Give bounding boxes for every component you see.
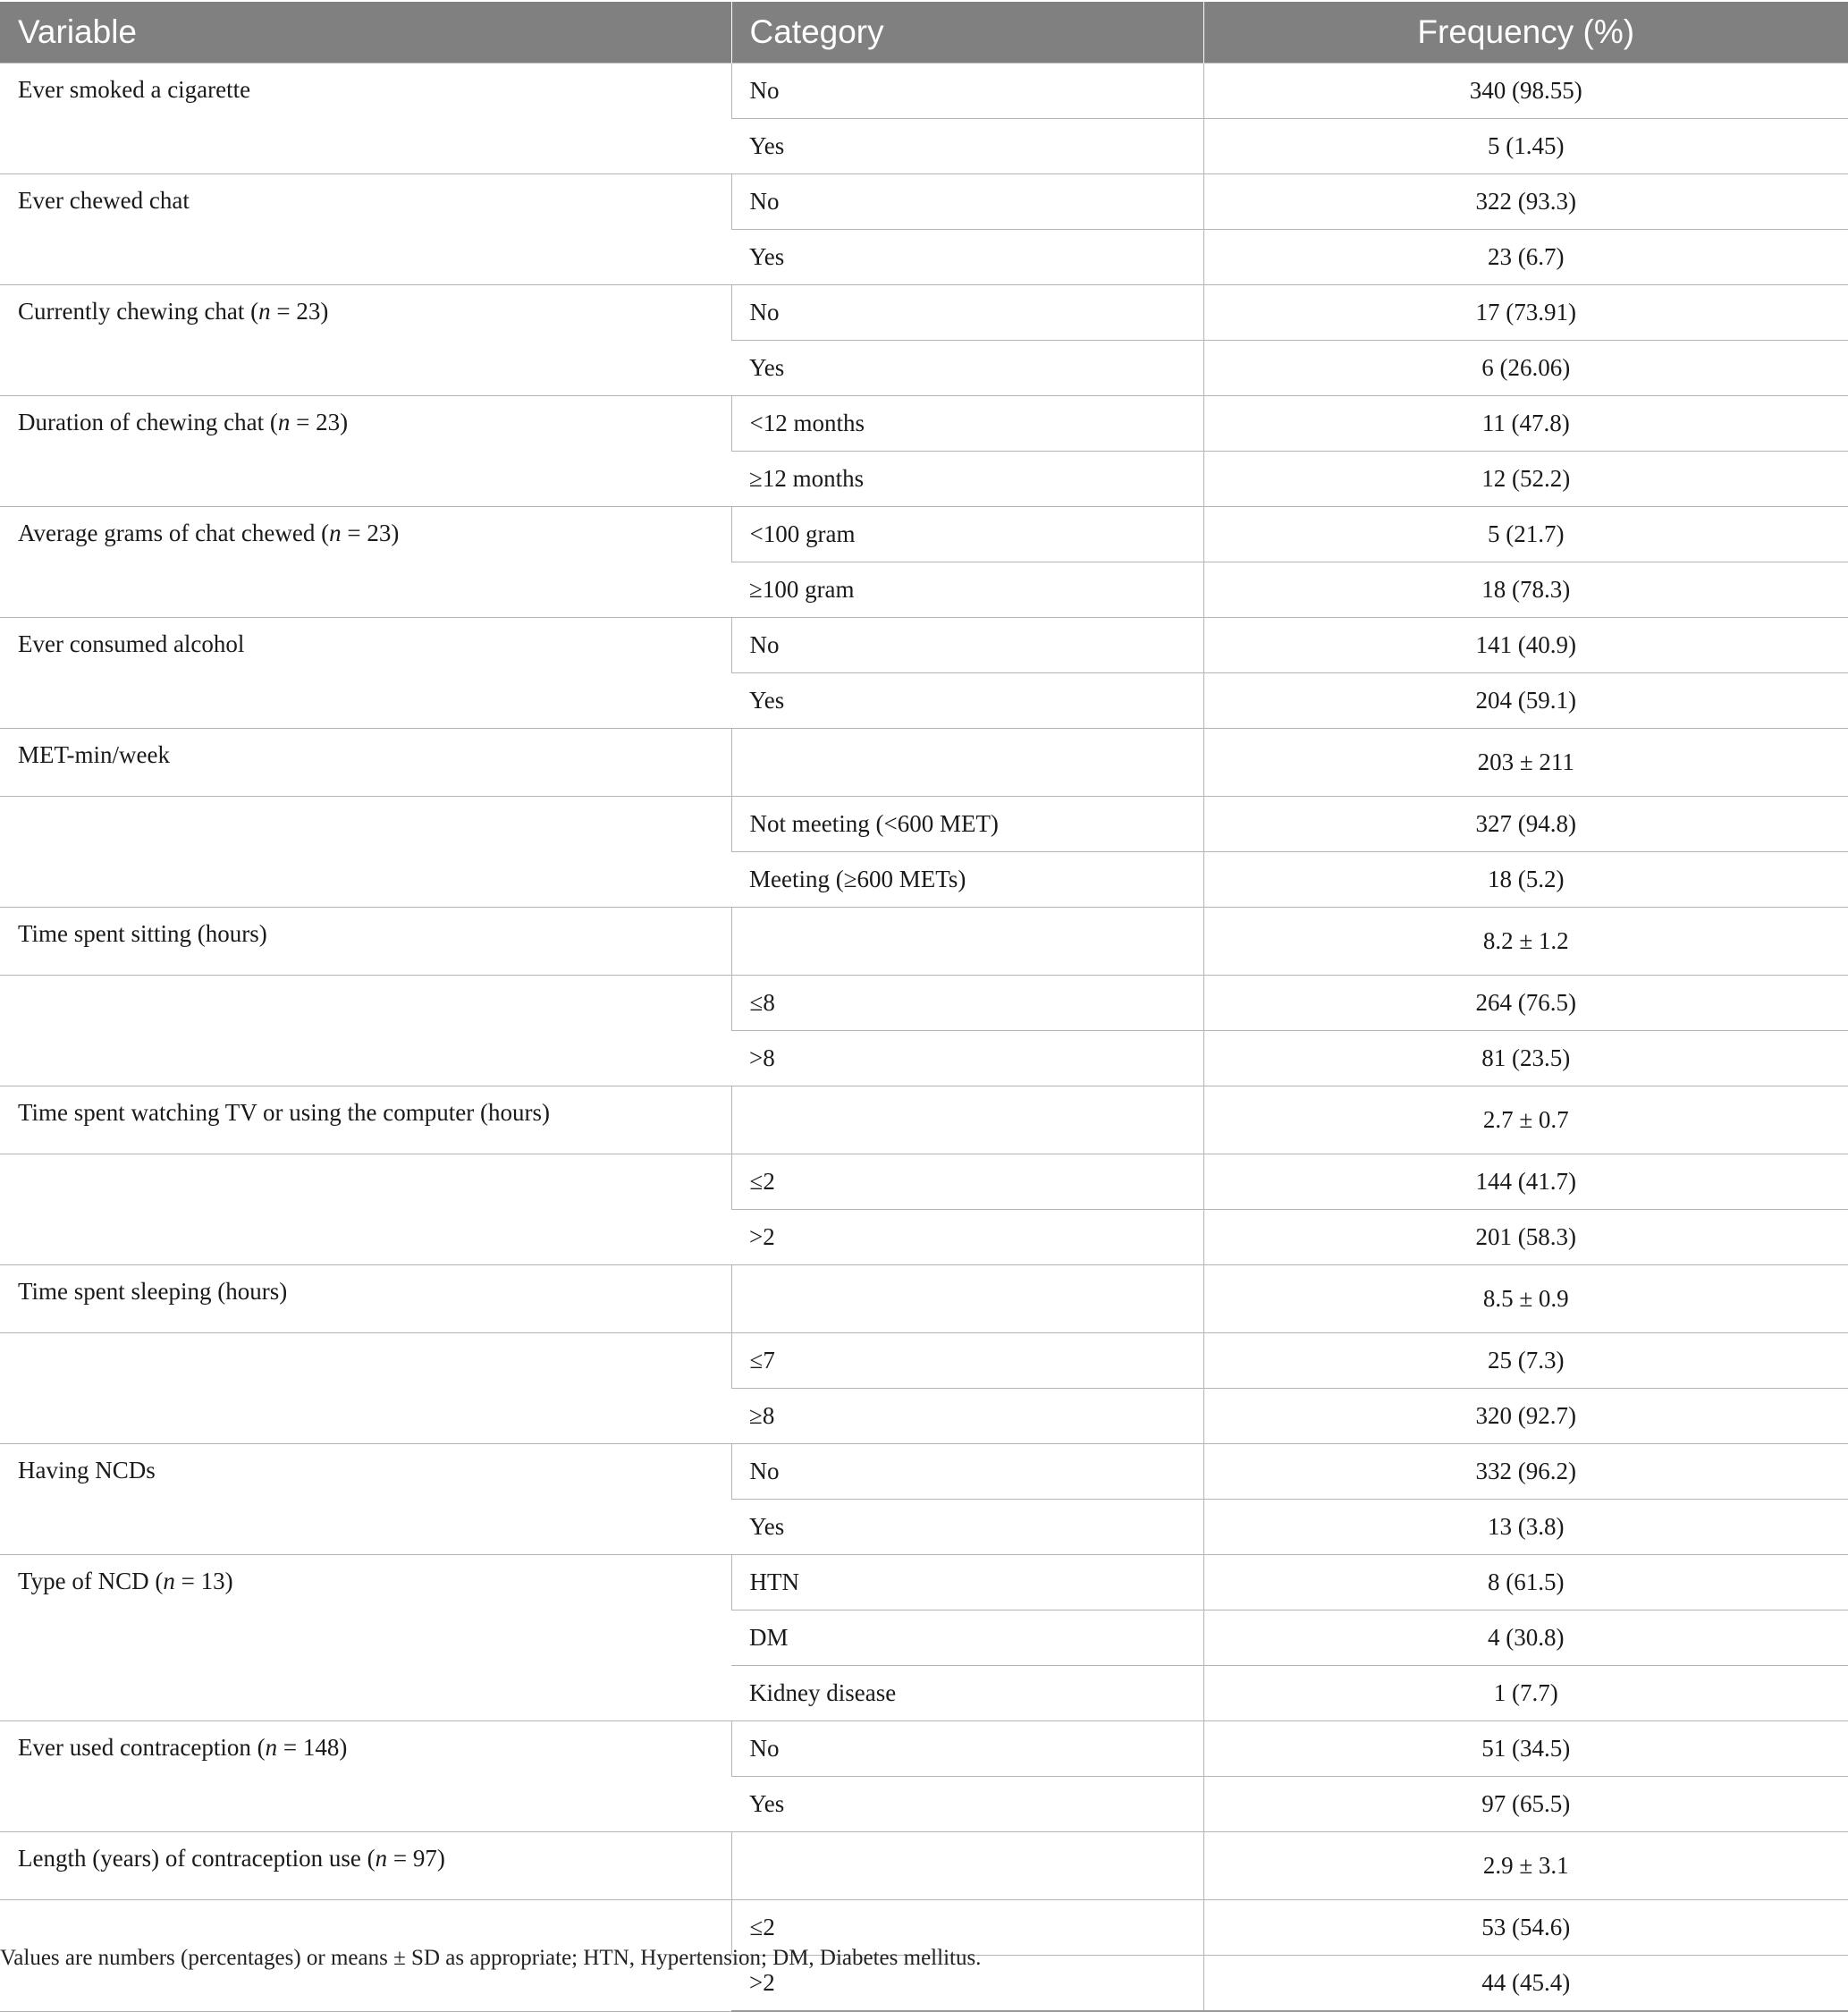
category-cell: ≤7 (731, 1333, 1203, 1389)
category-cell: HTN (731, 1555, 1203, 1610)
sample-size-symbol: n (329, 520, 342, 546)
variable-label: Length (years) of contraception use (18, 1845, 361, 1872)
table-row (0, 507, 1848, 562)
variable-cell (0, 1333, 731, 1444)
category-cell: <12 months (731, 396, 1203, 452)
frequency-cell: 11 (47.8) (1203, 396, 1848, 452)
sample-size-symbol: n (163, 1568, 175, 1594)
variable-cell (0, 1086, 731, 1154)
variable-label: Currently chewing chat (18, 298, 245, 325)
variable-cell (0, 63, 731, 174)
sample-size-symbol: n (375, 1845, 388, 1872)
frequency-cell: 144 (41.7) (1203, 1154, 1848, 1210)
category-cell: >2 (731, 1956, 1203, 2012)
table-body (0, 63, 1848, 2012)
frequency-cell: 327 (94.8) (1203, 797, 1848, 852)
variable-cell (0, 729, 731, 797)
table-row (0, 1086, 1848, 1154)
frequency-cell: 53 (54.6) (1203, 1900, 1848, 1956)
variable-cell (0, 1154, 731, 1265)
frequency-cell: 2.9 ± 3.1 (1203, 1832, 1848, 1900)
category-cell: Yes (731, 1777, 1203, 1832)
category-cell: ≤2 (731, 1154, 1203, 1210)
variable-label: Ever used contraception (18, 1734, 251, 1761)
category-cell: DM (731, 1610, 1203, 1666)
category-cell: No (731, 1444, 1203, 1500)
sample-size-value: = 23 (341, 520, 392, 546)
variable-label: Duration of chewing chat (18, 409, 265, 435)
category-cell: >8 (731, 1031, 1203, 1086)
category-cell: No (731, 1721, 1203, 1777)
category-cell: ≥100 gram (731, 562, 1203, 618)
category-cell: ≥8 (731, 1389, 1203, 1444)
category-cell: >2 (731, 1210, 1203, 1265)
category-cell (731, 1832, 1203, 1900)
frequency-cell: 203 ± 211 (1203, 729, 1848, 797)
table-row (0, 618, 1848, 673)
frequency-cell: 12 (52.2) (1203, 452, 1848, 507)
sample-size-symbol: n (277, 409, 291, 435)
category-cell: <100 gram (731, 507, 1203, 562)
frequency-cell: 44 (45.4) (1203, 1956, 1848, 2012)
frequency-cell: 23 (6.7) (1203, 230, 1848, 285)
header-category: Category (731, 2, 1203, 63)
category-cell (731, 1086, 1203, 1154)
category-cell: ≥12 months (731, 452, 1203, 507)
category-cell (731, 729, 1203, 797)
table-row (0, 285, 1848, 341)
category-cell: No (731, 174, 1203, 230)
frequency-cell: 18 (78.3) (1203, 562, 1848, 618)
frequency-cell: 25 (7.3) (1203, 1333, 1848, 1389)
frequency-cell: 322 (93.3) (1203, 174, 1848, 230)
variable-cell (0, 908, 731, 976)
table-row (0, 1265, 1848, 1333)
category-cell: Yes (731, 1500, 1203, 1555)
frequency-cell: 5 (21.7) (1203, 507, 1848, 562)
frequency-cell: 17 (73.91) (1203, 285, 1848, 341)
variable-cell (0, 1265, 731, 1333)
table-row (0, 797, 1848, 852)
frequency-cell: 141 (40.9) (1203, 618, 1848, 673)
category-cell (731, 1265, 1203, 1333)
category-cell: Yes (731, 673, 1203, 729)
frequency-cell: 332 (96.2) (1203, 1444, 1848, 1500)
category-cell (731, 908, 1203, 976)
category-cell: No (731, 618, 1203, 673)
table-row (0, 976, 1848, 1031)
variable-label: Time spent sitting (hours) (18, 920, 267, 947)
frequency-cell: 264 (76.5) (1203, 976, 1848, 1031)
data-table (0, 2, 1848, 2012)
variable-label: MET-min/week (18, 741, 170, 768)
variable-label: Type of NCD (18, 1568, 149, 1594)
variable-label: Ever consumed alcohol (18, 630, 245, 657)
variable-cell: Type of NCD (n = 13) (0, 1555, 731, 1721)
variable-label: Average grams of chat chewed (18, 520, 316, 546)
category-cell: Not meeting (<600 MET) (731, 797, 1203, 852)
variable-cell (0, 1444, 731, 1555)
variable-cell: Length (years) of contraception use (n = 97) (0, 1832, 731, 1900)
sample-size-value: = 148 (277, 1734, 340, 1761)
category-cell: Meeting (≥600 METs) (731, 852, 1203, 908)
variable-cell (0, 797, 731, 908)
variable-cell (0, 976, 731, 1086)
variable-cell (0, 174, 731, 285)
category-cell: Yes (731, 230, 1203, 285)
table-row (0, 1333, 1848, 1389)
frequency-cell: 81 (23.5) (1203, 1031, 1848, 1086)
category-cell: ≤8 (731, 976, 1203, 1031)
table-row (0, 1444, 1848, 1500)
variable-cell: Ever used contraception (n = 148) (0, 1721, 731, 1832)
table-row (0, 1555, 1848, 1610)
table-row (0, 1721, 1848, 1777)
table-header-row (0, 2, 1848, 63)
sample-size-value: = 23 (270, 298, 321, 325)
frequency-cell: 204 (59.1) (1203, 673, 1848, 729)
variable-cell (0, 618, 731, 729)
frequency-cell: 5 (1.45) (1203, 119, 1848, 174)
variable-cell: Average grams of chat chewed (n = 23) (0, 507, 731, 618)
table-row (0, 63, 1848, 119)
frequency-cell: 2.7 ± 0.7 (1203, 1086, 1848, 1154)
frequency-cell: 97 (65.5) (1203, 1777, 1848, 1832)
sample-size-value: = 97 (387, 1845, 437, 1872)
frequency-cell: 340 (98.55) (1203, 63, 1848, 119)
sample-size-value: = 13 (174, 1568, 225, 1594)
frequency-cell: 1 (7.7) (1203, 1666, 1848, 1721)
sample-size-symbol: n (265, 1734, 278, 1761)
category-cell: No (731, 285, 1203, 341)
category-cell: Yes (731, 341, 1203, 396)
sample-size-value: = 23 (290, 409, 341, 435)
sample-size-symbol: n (258, 298, 271, 325)
variable-cell: Duration of chewing chat (n = 23) (0, 396, 731, 507)
table-row (0, 1832, 1848, 1900)
frequency-cell: 8 (61.5) (1203, 1555, 1848, 1610)
table-row (0, 908, 1848, 976)
variable-label: Time spent sleeping (hours) (18, 1278, 288, 1305)
category-cell: Kidney disease (731, 1666, 1203, 1721)
frequency-cell: 8.5 ± 0.9 (1203, 1265, 1848, 1333)
category-cell: ≤2 (731, 1900, 1203, 1956)
frequency-cell: 8.2 ± 1.2 (1203, 908, 1848, 976)
category-cell: No (731, 63, 1203, 119)
table-row (0, 1154, 1848, 1210)
variable-label: Ever chewed chat (18, 187, 190, 214)
header-frequency: Frequency (%) (1203, 2, 1848, 63)
header-variable: Variable (0, 2, 731, 63)
table-row (0, 174, 1848, 230)
table-footnote: Values are numbers (percentages) or means ± SD as appropriate; HTN, Hypertension; DM, Diabetes mellitus. (0, 1946, 982, 1970)
table-row (0, 396, 1848, 452)
frequency-cell: 4 (30.8) (1203, 1610, 1848, 1666)
variable-cell: Currently chewing chat (n = 23) (0, 285, 731, 396)
variable-label: Having NCDs (18, 1457, 156, 1484)
frequency-cell: 6 (26.06) (1203, 341, 1848, 396)
category-cell: Yes (731, 119, 1203, 174)
frequency-cell: 51 (34.5) (1203, 1721, 1848, 1777)
data-table-container (0, 2, 1848, 2012)
frequency-cell: 13 (3.8) (1203, 1500, 1848, 1555)
table-row (0, 729, 1848, 797)
frequency-cell: 18 (5.2) (1203, 852, 1848, 908)
variable-label: Ever smoked a cigarette (18, 76, 251, 103)
frequency-cell: 201 (58.3) (1203, 1210, 1848, 1265)
frequency-cell: 320 (92.7) (1203, 1389, 1848, 1444)
variable-label: Time spent watching TV or using the computer (hours) (18, 1099, 550, 1126)
